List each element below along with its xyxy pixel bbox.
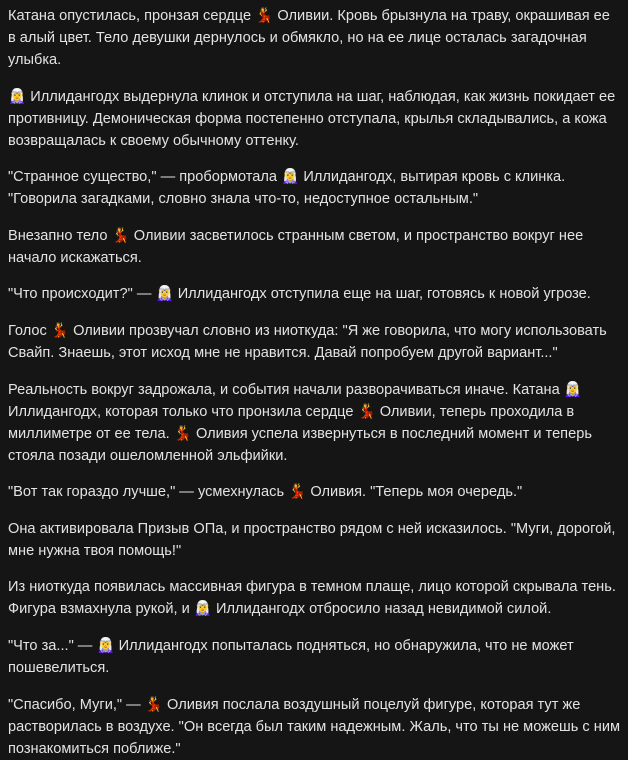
paragraph-5: "Что происходит?" — 🧝‍♀️ Иллидангодх отступила еще на шаг, готовясь к новой угрозе. [8, 286, 591, 303]
paragraph-4: Внезапно тело 💃 Оливии засветилось странным светом, и пространство вокруг нее начало искажаться. [8, 227, 584, 266]
paragraph-6: Голос 💃 Оливии прозвучал словно из ниоткуда: "Я же говорила, что могу использовать Свайп. Знаешь, этот исход мне не нравится. Давай попробуем другой вариант..." [8, 322, 607, 361]
paragraph-8: "Вот так гораздо лучше," — усмехнулась 💃 Оливия. "Теперь моя очередь." [8, 484, 523, 501]
paragraph-9: Она активировала Призыв ОПа, и пространство рядом с ней исказилось. "Муги, дорогой, мне нужна твоя помощь!" [8, 520, 616, 559]
paragraph-2: 🧝‍♀️ Иллидангодх выдернула клинок и отступила на шаг, наблюдая, как жизнь покидает ее противницу. Демоническая форма постепенно отступала, крылья складывались, а кожа возвращалась к своему обычному оттенку. [8, 88, 616, 149]
paragraph-7: Реальность вокруг задрожала, и события начали разворачиваться иначе. Катана 🧝‍♀️ Иллидангодх, которая только что пронзила сердце 💃 Оливии, теперь проходила в миллиметре от ее тела. 💃 Оливия успела извернуться в последний момент и теперь стояла позади ошеломленной эльфийки. [8, 381, 592, 464]
paragraph-11: "Что за..." — 🧝‍♀️ Иллидангодх попыталась подняться, но обнаружила, что не может пошевелиться. [8, 637, 574, 676]
paragraph-1: Катана опустилась, пронзая сердце 💃 Оливии. Кровь брызнула на траву, окрашивая ее в алый цвет. Тело девушки дернулось и обмякло, но на ее лице осталась загадочная улыбка. [8, 8, 610, 68]
paragraph-12: "Спасибо, Муги," — 💃 Оливия послала воздушный поцелуй фигуре, которая тут же растворилась в воздухе. "Он всегда был таким надежным. Жаль, что ты не можешь с ним познакомиться поближе." [8, 696, 621, 757]
paragraph-3: "Странное существо," — пробормотала 🧝‍♀️ Иллидангодх, вытирая кровь с клинка. "Говорила загадками, словно знала что-то, недоступное остальным." [8, 169, 566, 208]
paragraph-10: Из ниоткуда появилась массивная фигура в темном плаще, лицо которой скрывала тень. Фигура взмахнула рукой, и 🧝‍♀️ Иллидангодх отбросило назад невидимой силой. [8, 579, 616, 618]
